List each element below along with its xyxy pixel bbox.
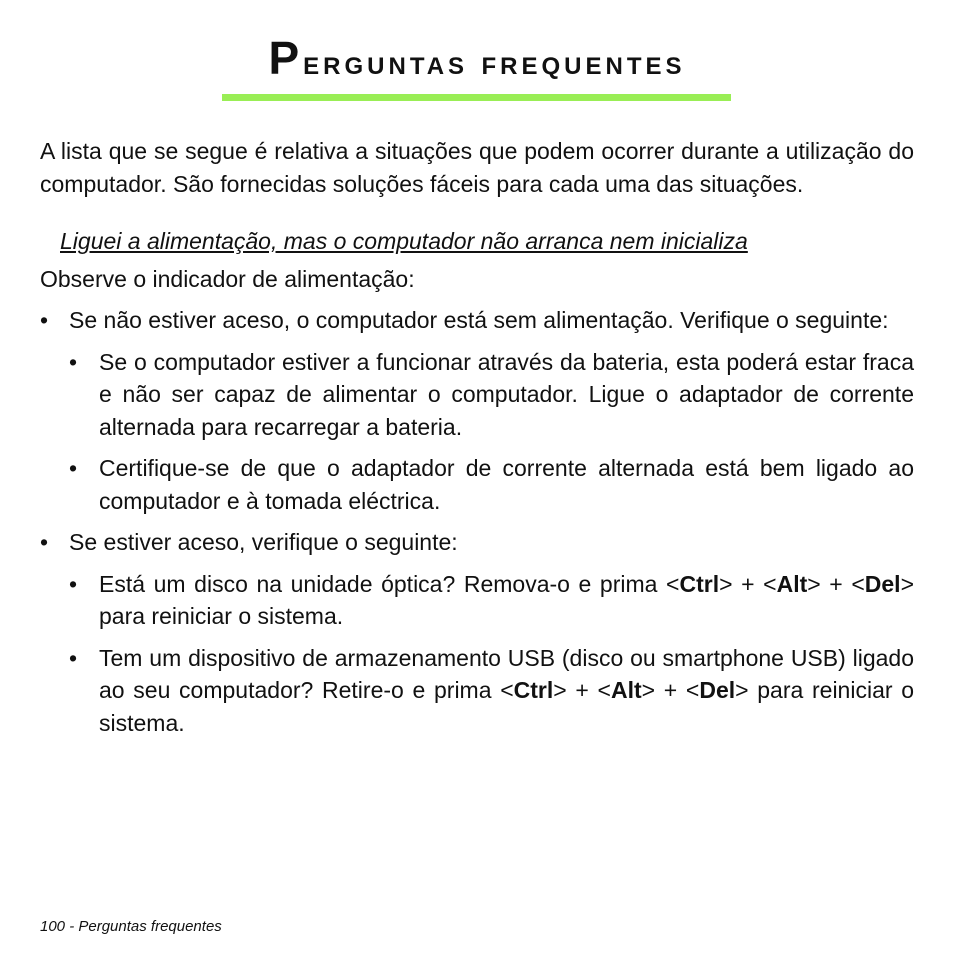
key-del: Del [699,677,736,703]
text-run: Tem um dispositivo de armazenamento USB (disco ou smartphone USB) ligado ao seu computador? Retire-o e prima < [99,644,914,703]
intro-paragraph: A lista que se segue é relativa a situações que podem ocorrer durante a utilização do computador. São fornecidas soluções fáceis para cada uma das situações. [40,138,914,197]
page-content [40,135,914,748]
list-item-indicator-off [40,304,914,517]
faq-question: Liguei a alimentação, mas o computador não arranca nem inicializa [60,228,748,254]
sub-list-item [69,642,914,740]
key-alt: Alt [776,570,808,597]
sub-list [69,568,914,740]
key-ctrl: Ctrl [679,570,720,597]
page-footer: 100 - Perguntas frequentes [40,918,222,935]
text-run: > + < [641,677,700,703]
text-run: > + < [807,570,865,597]
key-del: Del [864,570,901,597]
text-run: > + < [719,570,777,597]
page-title-initial: P [268,32,304,84]
key-ctrl: Ctrl [513,677,554,703]
list-item-indicator-on [40,526,914,739]
sub-list-item [69,568,914,633]
list-item-text: Se estiver aceso, verifique o seguinte: [69,529,458,555]
page-title [0,30,954,91]
text-run: Está um disco na unidade óptica? Remova-o e prima < [99,570,680,597]
page-title-rest: erguntas frequentes [303,44,686,82]
title-underline [222,94,731,101]
sub-list-item: • Se o computador estiver a funcionar através da bateria, esta poderá estar fraca e não ser capaz de alimentar o computador. Ligue o adaptador de corrente alternada para recarregar a bateria. [69,346,914,444]
faq-lead: Observe o indicador de alimentação: [40,265,415,292]
sub-list-item: • Certifique-se de que o adaptador de corrente alternada está bem ligado ao computador e à tomada eléctrica. [69,452,914,517]
sub-list [69,346,914,518]
answer-list [40,304,914,739]
text-run: > para reiniciar o sistema. [99,570,915,629]
key-alt: Alt [610,677,642,703]
text-run: > + < [553,677,611,703]
text-run: > para reiniciar o sistema. [99,677,915,736]
list-item-text: Se não estiver aceso, o computador está sem alimentação. Verifique o seguinte: [69,307,889,333]
